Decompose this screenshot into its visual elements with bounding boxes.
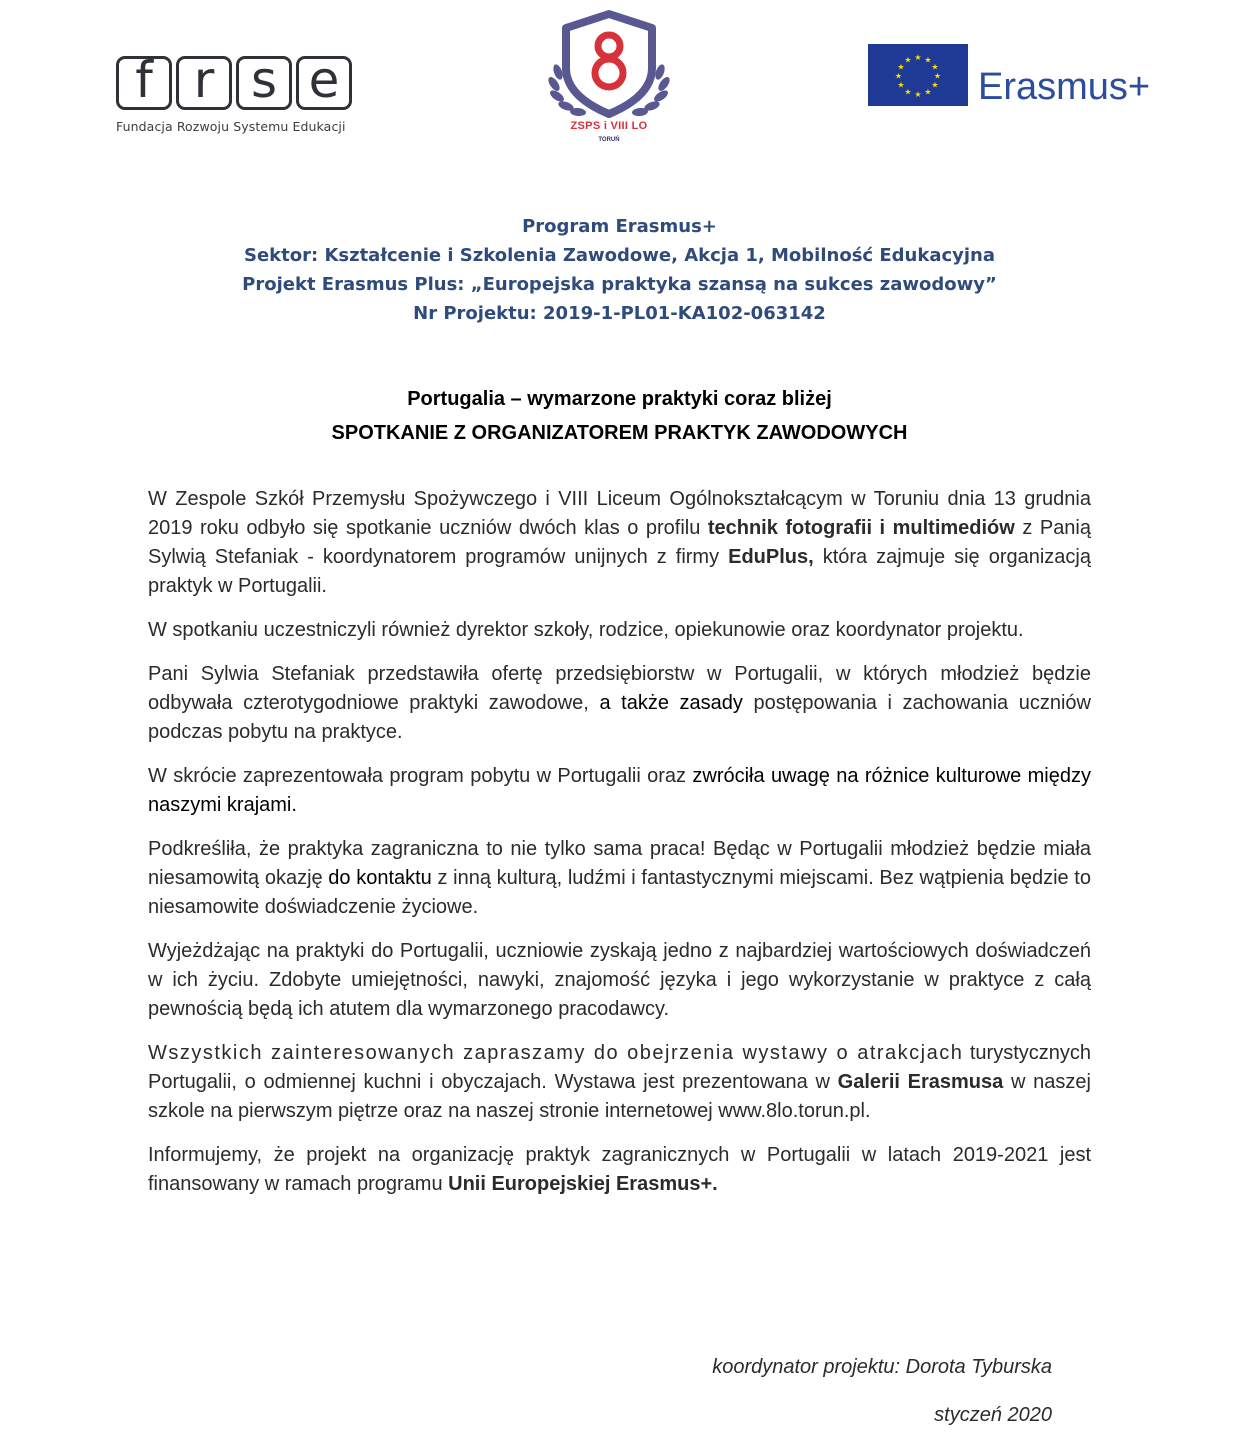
signature-coordinator: koordynator projektu: Dorota Tyburska (712, 1356, 1052, 1378)
paragraph-3-text-a: Pani Sylwia Stefaniak przedstawiła ofertę przedsiębiorstw w Portugalii, w których młodzież będzie odbywała czterotygodniowe praktyki zawodowe, (148, 663, 1091, 714)
paragraph-7-text-a: Wszystkich zainteresowanych zapraszamy do obejrzenia wystawy o atrakcjach (148, 1042, 964, 1064)
paragraph-3 (148, 660, 1091, 747)
erasmus-wordmark: Erasmus+ (978, 66, 1151, 108)
school-city: TORUŃ (598, 137, 620, 143)
frse-caption: Fundacja Rozwoju Systemu Edukacji (116, 119, 346, 134)
article-subtitle: SPOTKANIE Z ORGANIZATOREM PRAKTYK ZAWODOWYCH (331, 422, 908, 444)
paragraph-5-text-a: Podkreśliła, że praktyka zagraniczna to nie tylko sama praca! Będąc w Portugalii młodzież będzie miała niesamowitą okazję (148, 838, 1091, 889)
project-number: Nr Projektu: 2019-1-PL01-KA102-063142 (413, 303, 826, 324)
paragraph-1-text-a: W Zespole Szkół Przemysłu Spożywczego i VIII Liceum Ogólnokształcącym w Toruniu dnia 13 grudnia 2019 roku odbyło się spotkanie uczniów dwóch klas o profilu (148, 488, 1091, 539)
frse-letter-e: e (296, 56, 352, 110)
project-name: Projekt Erasmus Plus: „Europejska praktyka szansą na sukces zawodowy” (242, 274, 997, 295)
svg-text:★: ★ (894, 71, 903, 81)
frse-letter-s: s (236, 56, 292, 110)
paragraph-1 (148, 485, 1091, 601)
paragraph-6: Wyjeżdżając na praktyki do Portugalii, uczniowie zyskają jedno z najbardziej wartościowych doświadczeń w ich życiu. Zdobyte umiejętności, nawyki, znajomość języka i jego wykorzystanie w praktyce z całą pewnością będą ich atutem dla wymarzonego pracodawcy. (148, 940, 1091, 1020)
signature-date: styczeń 2020 (934, 1404, 1052, 1426)
paragraph-7-text-b: turystycznych Portugalii, o odmiennej kuchni i obyczajach. Wystawa jest prezentowana w (148, 1042, 1091, 1093)
article-title: Portugalia – wymarzone praktyki coraz bliżej (407, 388, 832, 410)
program-name: Program Erasmus+ (522, 216, 717, 237)
paragraph-4-text-b: zwróciła uwagę na różnice kulturowe między naszymi krajami. (148, 765, 1091, 816)
program-header (0, 212, 1239, 328)
paragraph-1-text-e: która zajmuje się organizacją praktyk w Portugalii. (148, 546, 1091, 597)
paragraph-1-profile: technik fotografii i multimediów (707, 517, 1015, 539)
frse-logo (116, 51, 362, 142)
svg-text:★: ★ (924, 87, 932, 97)
school-name: ZSPS i VIII LO (570, 120, 648, 132)
paragraph-2: W spotkaniu uczestniczyli również dyrektor szkoły, rodzice, opiekunowie oraz koordynator projektu. (148, 619, 1024, 641)
paragraph-1-text-c: z Panią Sylwią Stefaniak - koordynatorem programów unijnych z firmy (148, 517, 1091, 568)
frse-letter-r: r (176, 56, 232, 110)
svg-text:★: ★ (897, 62, 905, 72)
erasmus-logo (868, 44, 1198, 106)
paragraph-5-text-c: z inną kulturą, ludźmi i fantastycznymi miejscami. Bez wątpienia będzie to niesamowite doświadczenie życiowe. (148, 867, 1091, 918)
school-shield-icon (540, 10, 678, 120)
paragraph-8-text-a: Informujemy, że projekt na organizację praktyk zagranicznych w Portugalii w latach 2019-2021 jest finansowany w ramach programu (148, 1144, 1091, 1195)
paragraph-3-text-b: a także zasady (599, 692, 743, 714)
eu-flag-icon (868, 44, 968, 106)
article-body (148, 485, 1091, 1214)
svg-text:★: ★ (931, 62, 939, 72)
paragraph-7-text-d: w naszej szkole na pierwszym piętrze oraz na naszej stronie internetowej www.8lo.torun.pl. (148, 1071, 1091, 1122)
paragraph-3-text-c: postępowania i zachowania uczniów podczas pobytu na praktyce. (148, 692, 1092, 743)
paragraph-8 (148, 1141, 1091, 1199)
eu-stars-icon (868, 44, 968, 106)
svg-text:★: ★ (904, 55, 912, 65)
paragraph-5 (148, 835, 1091, 922)
frse-letters (116, 51, 362, 110)
paragraph-7 (148, 1039, 1091, 1126)
article-title-block (0, 385, 1239, 447)
paragraph-8-program: Unii Europejskiej Erasmus+. (448, 1173, 718, 1195)
paragraph-7-gallery: Galerii Erasmusa (837, 1071, 1004, 1093)
program-sector: Sektor: Kształcenie i Szkolenia Zawodowe, Akcja 1, Mobilność Edukacyjna (243, 245, 996, 266)
svg-text:★: ★ (914, 90, 922, 99)
frse-letter-f: f (116, 56, 172, 110)
paragraph-4 (148, 762, 1091, 820)
svg-text:★: ★ (924, 55, 932, 65)
school-logo (540, 10, 678, 150)
svg-text:★: ★ (897, 80, 905, 90)
svg-text:★: ★ (933, 71, 942, 81)
svg-text:★: ★ (931, 80, 939, 90)
svg-text:★: ★ (914, 53, 922, 62)
paragraph-1-company: EduPlus, (728, 546, 814, 568)
paragraph-4-text-a: W skrócie zaprezentowała program pobytu w Portugalii oraz (148, 765, 693, 787)
svg-text:★: ★ (904, 87, 912, 97)
paragraph-5-text-b: do kontaktu (328, 867, 432, 889)
